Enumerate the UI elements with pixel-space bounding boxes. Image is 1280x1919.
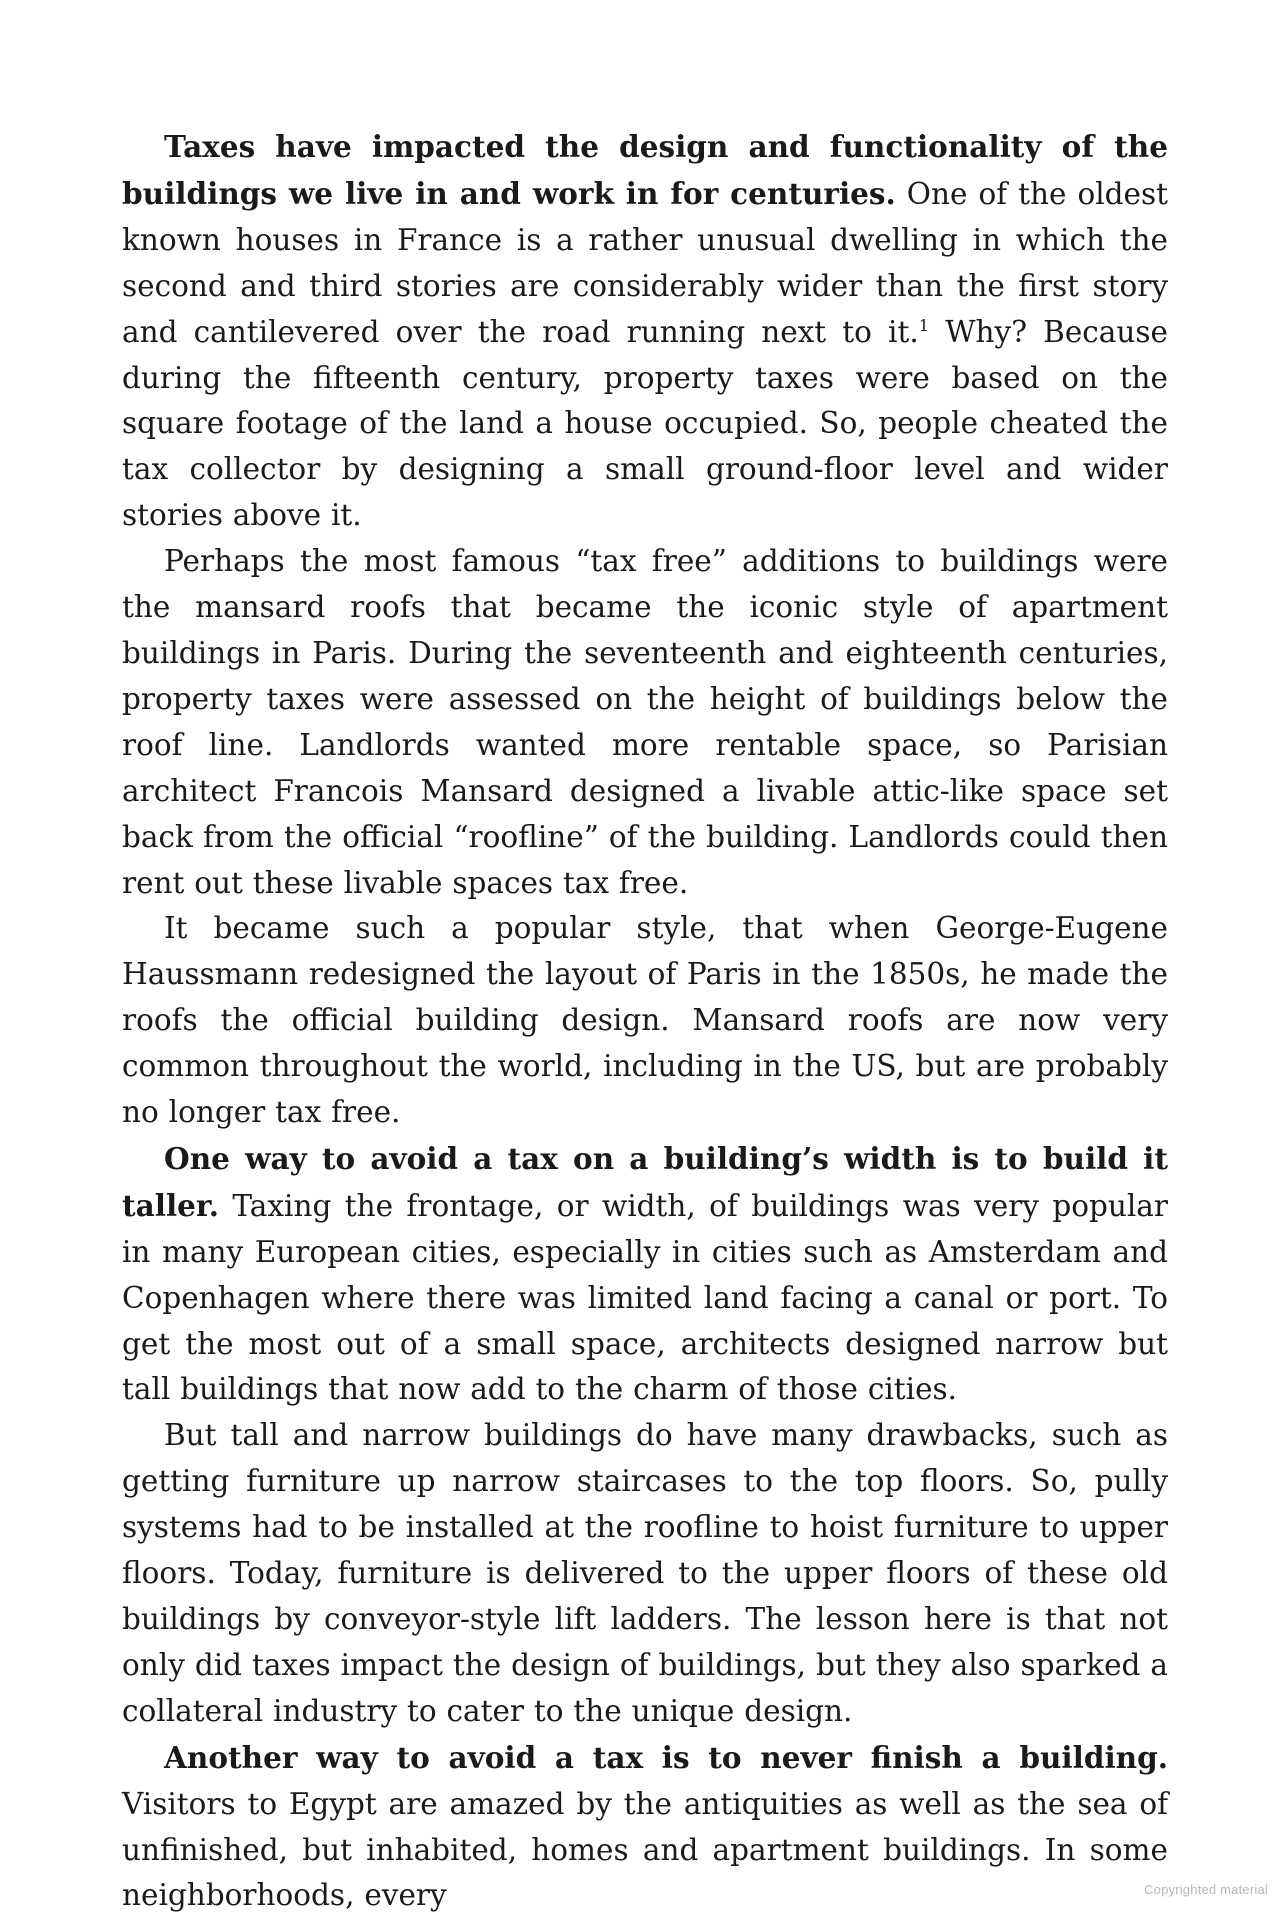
paragraph-4-text: Taxing the frontage, or width, of buildings was very popular in many European cities, especially in cities such as Amsterdam and Copenhagen where there was limited land facing a canal or port. To get the most out of a small space, architects designed narrow but tall buildings that now add to the charm of those cities. xyxy=(122,1188,1168,1407)
paragraph-1 xyxy=(122,124,1168,539)
paragraph-4-lead: One way to avoid a tax on a building’s width is to build it taller. xyxy=(122,1140,1168,1223)
page-body xyxy=(122,124,1168,1919)
copyright-watermark: Copyrighted material xyxy=(1144,1882,1268,1897)
paragraph-3-text: It became such a popular style, that when George-Eugene Haussmann redesigned the layout of Paris in the 1850s, he made the roofs the official building design. Mansard roofs are now very common throughout the world, including in the US, but are probably no longer tax free. xyxy=(122,911,1168,1130)
footnote-marker[interactable]: 1 xyxy=(918,315,930,335)
paragraph-6 xyxy=(122,1735,1168,1919)
paragraph-6-lead: Another way to avoid a tax is to never finish a building. xyxy=(164,1739,1168,1775)
paragraph-1-text-continued: Why? Because during the fifteenth century, property taxes were based on the square footage of the land a house occupied. So, people cheated the tax collector by designing a small ground-floor level and wider stories above it. xyxy=(122,314,1168,533)
paragraph-1-lead: Taxes have impacted the design and functionality of the buildings we live in and work in for centuries. xyxy=(122,129,1168,211)
paragraph-3 xyxy=(122,906,1168,1136)
paragraph-5-text: But tall and narrow buildings do have many drawbacks, such as getting furniture up narrow staircases to the top floors. So, pully systems had to be installed at the roofline to hoist furniture to upper floors. Today, furniture is delivered to the upper floors of these old buildings by conveyor-style lift ladders. The lesson here is that not only did taxes impact the design of buildings, but they also sparked a collateral industry to cater to the unique design. xyxy=(122,1418,1168,1728)
paragraph-2-text: Perhaps the most famous “tax free” additions to buildings were the mansard roofs that became the iconic style of apartment buildings in Paris. During the seventeenth and eighteenth centuries, property taxes were assessed on the height of buildings below the roof line. Landlords wanted more rentable space, so Parisian architect Francois Mansard designed a livable attic-like space set back from the official “roofline” of the building. Landlords could then rent out these livable spaces tax free. xyxy=(122,544,1168,900)
paragraph-6-text: Visitors to Egypt are amazed by the antiquities as well as the sea of unfinished, but inhabited, homes and apartment buildings. In some neighborhoods, every xyxy=(122,1786,1168,1913)
paragraph-1-text: One of the oldest known houses in France is a rather unusual dwelling in which the second and third stories are considerably wider than the first story and cantilevered over the road running next to it. xyxy=(122,176,1168,349)
paragraph-2 xyxy=(122,539,1168,906)
paragraph-4 xyxy=(122,1136,1168,1413)
paragraph-5 xyxy=(122,1413,1168,1734)
